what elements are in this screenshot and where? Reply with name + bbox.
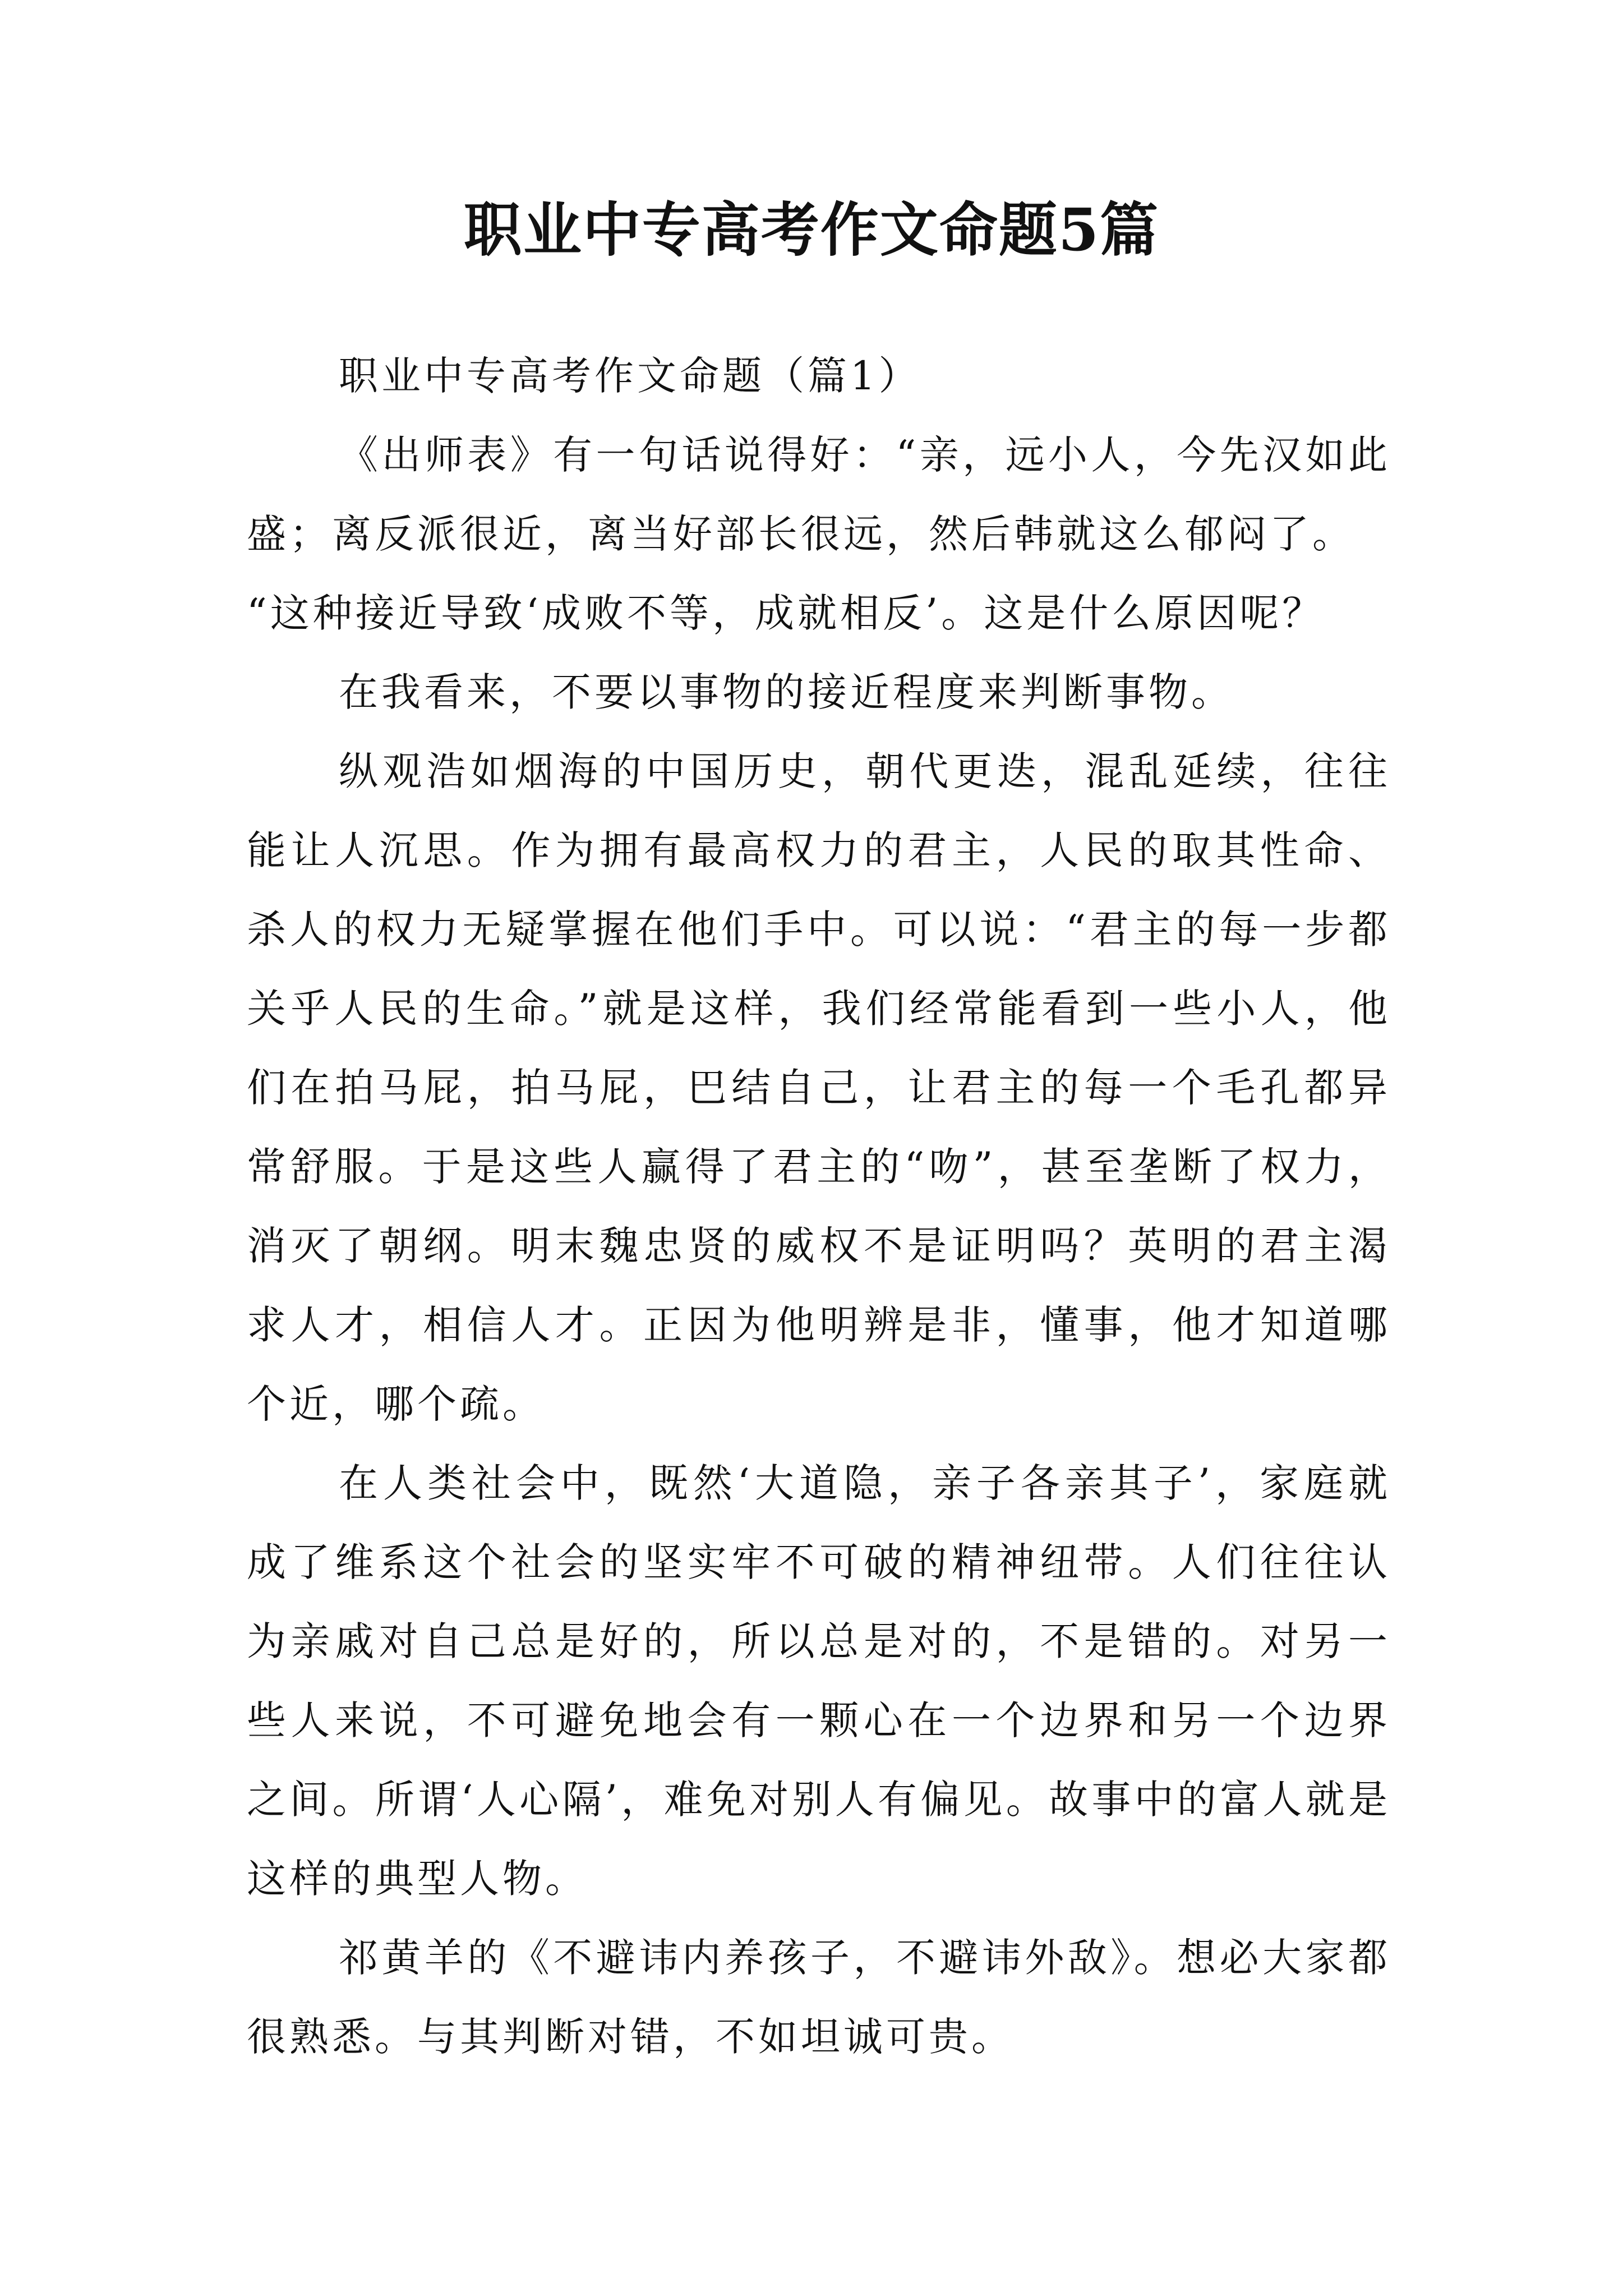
paragraph: 《出师表》有一句话说得好：“亲，远小人，今先汉如此盛；离反派很近，离当好部长很远，然后韩就这么郁闷了。: [247, 432, 1391, 557]
paragraph: “这种接近导致‘成败不等，成就相反’。这是什么原因呢？: [247, 590, 1325, 636]
paragraph: 在人类社会中，既然‘大道隐，亲子各亲其子’，家庭就成了维系这个社会的坚实牢不可破的精神纽带。人们往往认为亲戚对自己总是好的，所以总是对的，不是错的。对另一些人来说，不可避免地会有一颗心在一个边界和另一个边界之间。所谓‘人心隔’，难免对别人有偏见。故事中的富人就是这样的典型人物。: [247, 1460, 1391, 1902]
paragraph: 纵观浩如烟海的中国历史，朝代更迭，混乱延续，往往能让人沉思。作为拥有最高权力的君主，人民的取其性命、杀人的权力无疑掌握在他们手中。可以说：“君主的每一步都关乎人民的生命。”就是这样，我们经常能看到一些小人，他们在拍马屁，拍马屁，巴结自己，让君主的每一个毛孔都异常舒服。于是这些人赢得了君主的“吻”，甚至垄断了权力，消灭了朝纲。明末魏忠贤的威权不是证明吗？英明的君主渴求人才，相信人才。正因为他明辨是非，懂事，他才知道哪个近，哪个疏。: [247, 748, 1391, 1427]
document-body: [247, 337, 1391, 2077]
paragraph: 祁黄羊的《不避讳内养孩子，不避讳外敌》。想必大家都很熟悉。与其判断对错，不如坦诚可贵。: [247, 1935, 1391, 2060]
document-title: 职业中专高考作文命题5篇: [463, 195, 1160, 264]
paragraph: 在我看来，不要以事物的接近程度来判断事物。: [339, 669, 1234, 715]
section-heading: 职业中专高考作文命题（篇1）: [339, 353, 921, 399]
